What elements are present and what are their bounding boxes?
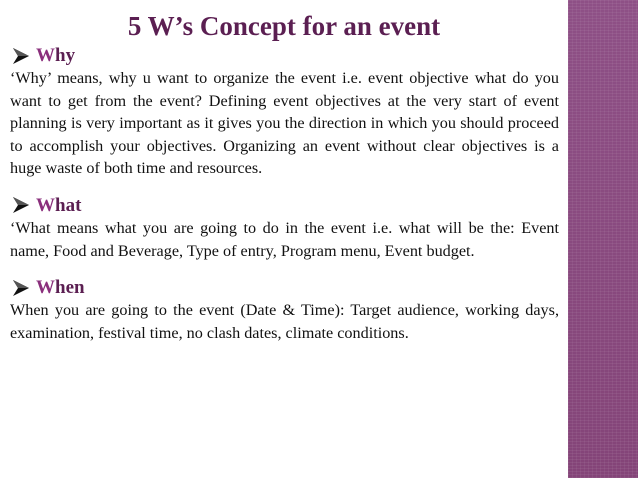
heading-initial: W xyxy=(36,277,55,299)
arrow-bullet-icon xyxy=(10,195,32,215)
section-body: When you are going to the event (Date & Time): Target audience, working days, examination, festival time, no clash dates, climate conditions. xyxy=(10,301,559,342)
heading-text xyxy=(36,276,85,299)
slide-title: 5 W’s Concept for an event xyxy=(127,11,441,41)
section-heading xyxy=(10,276,559,299)
heading-rest: hen xyxy=(55,277,85,299)
arrow-bullet-icon xyxy=(10,46,32,66)
heading-initial: W xyxy=(36,45,55,66)
slide-content xyxy=(10,44,559,344)
section-heading xyxy=(10,44,559,67)
heading-text xyxy=(36,194,81,217)
heading-text xyxy=(36,44,75,67)
section-why xyxy=(10,44,559,180)
heading-rest: hy xyxy=(55,45,76,66)
section-body: ‘What means what you are going to do in the event i.e. what will be the: Event name, Food and Beverage, Type of entry, Program menu, Event budget. xyxy=(10,218,559,260)
heading-rest: hat xyxy=(55,194,82,216)
section-when xyxy=(10,276,559,344)
section-what xyxy=(10,194,559,262)
section-body: ‘Why’ means, why u want to organize the event i.e. event objective what do you want to get from the event? Defining event objectives at the very start of event planning is very important as it gives you the direction in which you should proceed to accomplish your objectives. Organizing an event without clear objectives is a huge waste of both time and resources. xyxy=(10,69,559,178)
decorative-sidebar xyxy=(568,0,638,478)
arrow-bullet-icon xyxy=(10,278,32,298)
heading-initial: W xyxy=(36,194,55,216)
section-heading xyxy=(10,194,559,217)
